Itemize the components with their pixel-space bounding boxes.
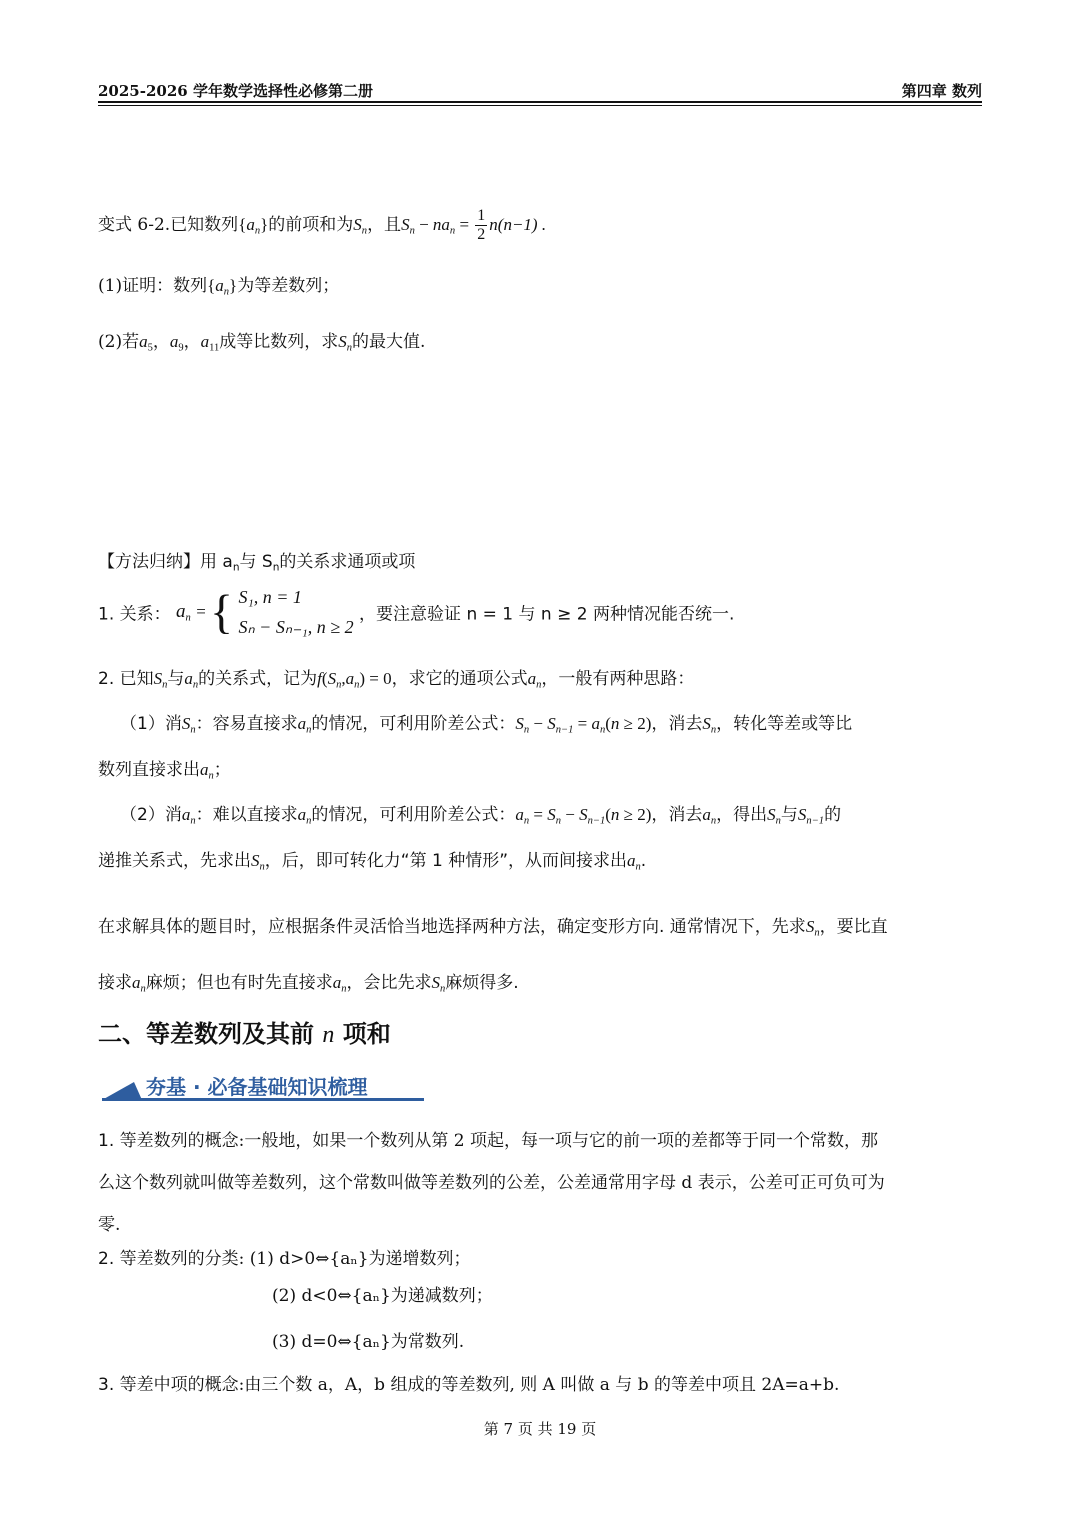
basics-middle-term: 3. 等差中项的概念:由三个数 a，A，b 组成的等差数列, 则 A 叫做 a 与 b 的等差中项且 2A=a+b.: [98, 1375, 840, 1395]
method-sub1-line2: 数列直接求出$a_n$；: [98, 760, 231, 782]
basics-concept-line2: 么这个数列就叫做等差数列，这个常数叫做等差数列的公差，公差通常用字母 d 表示，公差可正可负可为: [98, 1173, 885, 1193]
method-item1: 1. 关系： $a_n$ = { S₁, n = 1 Sₙ − Sₙ₋₁, n ≥ 2 ，要注意验证 n = 1 与 n ≥ 2 两种情况能否统一.: [98, 582, 734, 642]
header-rule-thin: [98, 105, 982, 106]
header-right: 第四章 数列: [901, 82, 982, 100]
basics-classification: 2. 等差数列的分类: (1) d>0⇔{aₙ}为递增数列；: [98, 1249, 471, 1269]
problem-label: 变式 6-2.: [98, 215, 171, 235]
basics-classification-2: (2) d<0⇔{aₙ}为递减数列；: [272, 1286, 493, 1306]
method-sub2: （2）消$a_n$：难以直接求$a_n$的情况，可利用阶差公式：$a_n = S_n - S_{n-1}(n \ge 2)$，消去$a_n$，得出$S_n$与$S_{n-1}$的: [120, 805, 842, 827]
method-heading: 【方法归纳】用 $a_n$与 $S_n$的关系求通项或项: [98, 552, 416, 574]
method-item2: 2. 已知$S_n$与$a_n$的关系式，记为$f(S_n,a_n) = 0$，求它的通项公式$a_n$，一般有两种思路：: [98, 669, 695, 691]
cases-block: S₁, n = 1 Sₙ − Sₙ₋₁, n ≥ 2: [238, 587, 354, 637]
problem-part1: (1)证明：数列$\{a_n\}$为等差数列；: [98, 276, 340, 298]
banner-text: 夯基 · 必备基础知识梳理: [146, 1075, 368, 1099]
fraction: $\frac{1}{2}$: [477, 207, 486, 243]
section-title: 二、等差数列及其前 n 项和: [98, 1020, 391, 1048]
problem-stem: 变式 6-2.已知数列$\{a_n\}$的前项和为$S_n$，且$S_n - na_n$ = $\frac{1}{2}$ n(n−1) .: [98, 207, 547, 243]
method-sub1: （1）消$S_n$：容易直接求$a_n$的情况，可利用阶差公式：$S_n - S_{n-1} = a_n(n \ge 2)$，消去$S_n$，转化等差或等比: [120, 714, 853, 736]
header-rule: [98, 101, 982, 103]
problem-part2: (2)若$a_5$，$a_9$，$a_{11}$成等比数列，求$S_n$的最大值.: [98, 332, 426, 354]
basics-concept-line3: 零.: [98, 1215, 121, 1235]
section-banner: [98, 1070, 428, 1104]
basics-classification-3: (3) d=0⇔{aₙ}为常数列.: [272, 1332, 465, 1352]
method-summary-line1: 在求解具体的题目时，应根据条件灵活恰当地选择两种方法，确定变形方向. 通常情况下，先求$S_n$，要比直: [98, 917, 888, 939]
basics-concept-line1: 1. 等差数列的概念:一般地，如果一个数列从第 2 项起，每一项与它的前一项的差都等于同一个常数，那: [98, 1131, 878, 1151]
header-left: 2025-2026 学年数学选择性必修第二册: [98, 82, 373, 100]
method-summary-line2: 接求$a_n$麻烦；但也有时先直接求$a_n$，会比先求$S_n$麻烦得多.: [98, 973, 519, 995]
method-sub2-line2: 递推关系式，先求出$S_n$，后，即可转化力“第 1 种情形”，从而间接求出$a_n$.: [98, 851, 647, 873]
banner-wedge: [102, 1082, 142, 1100]
page-footer: 第 7 页 共 19 页: [483, 1420, 597, 1438]
